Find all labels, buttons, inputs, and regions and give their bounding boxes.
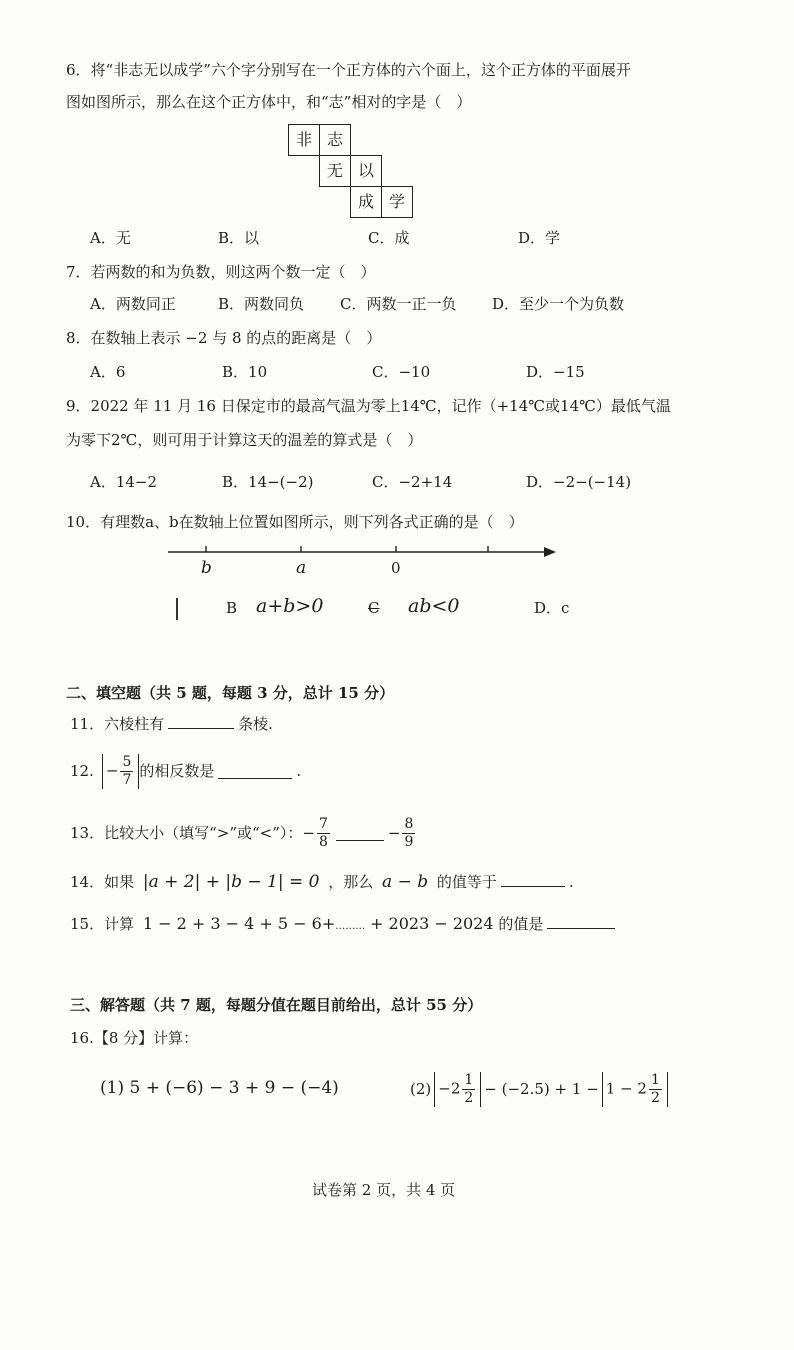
q7-option-b: B．两数同负	[218, 295, 305, 313]
q12-abs-expr	[102, 754, 140, 789]
q8-option-a: A．6	[90, 363, 126, 381]
q6-line1: 6．将“非志无以成学”六个字分别写在一个正方体的六个面上，这个正方体的平面展开	[66, 61, 631, 79]
q15-expr2: + 2023 − 2024	[370, 914, 494, 933]
q12-end: .	[296, 762, 302, 780]
q6-option-a: A．无	[90, 229, 131, 247]
q16-abs-1	[434, 1072, 481, 1107]
q16-abs-1-frac-den: 2	[464, 1089, 474, 1106]
q16-abs-2-frac-num: 1	[650, 1071, 660, 1088]
q7-option-c: C．两数一正一负	[340, 295, 457, 313]
q15-blank	[547, 914, 615, 929]
q9-line1: 9．2022 年 11 月 16 日保定市的最高气温为零上14℃，记作（+14℃或14℃）最低气温	[66, 397, 671, 415]
q11-blank	[168, 714, 234, 729]
q10-option-c-expr: ab<0	[408, 595, 460, 617]
q16-abs-2	[602, 1072, 668, 1107]
q16-part2-label: (2)	[410, 1080, 432, 1098]
q15	[70, 914, 619, 937]
q9-option-a: A．14−2	[90, 473, 158, 491]
axis-label-b: b	[201, 558, 212, 578]
q12-frac-num: 5	[122, 753, 132, 770]
net-cell-6: 学	[381, 186, 413, 218]
q8-option-c: C．−10	[372, 363, 431, 381]
net-cell-3: 无	[319, 155, 351, 187]
q13-f2-den: 9	[404, 833, 414, 850]
q14-end: .	[568, 873, 574, 891]
q15-expr1: 1 − 2 + 3 − 4 + 5 − 6+	[142, 914, 336, 933]
q10-option-d: D．c	[534, 599, 570, 617]
q12-frac-den: 7	[122, 771, 132, 788]
axis-label-zero: 0	[391, 559, 401, 577]
q16-stem: 16.【8 分】计算：	[70, 1029, 199, 1047]
q13-f1-num: 7	[318, 815, 328, 832]
q9-option-c: C．−2+14	[372, 473, 453, 491]
q15-dots: ………	[335, 921, 366, 932]
q7-stem: 7．若两数的和为负数，则这两个数一定（ ）	[66, 263, 376, 281]
number-line-figure	[160, 538, 570, 578]
q14	[70, 872, 574, 892]
q16-part1: (1) 5 + (−6) − 3 + 9 − (−4)	[100, 1078, 339, 1098]
q6-option-c: C．成	[368, 229, 410, 247]
q6-option-b: B．以	[218, 229, 260, 247]
q11	[70, 714, 273, 734]
q9-option-b: B．14−(−2)	[222, 473, 314, 491]
page-footer: 试卷第 2 页，共 4 页	[312, 1181, 456, 1199]
q13-minus-1: −	[302, 824, 315, 842]
q12-minus: −	[105, 761, 119, 779]
q16-abs-2-frac-den: 2	[650, 1089, 660, 1106]
q16-part2-mid: − (−2.5) + 1 −	[484, 1080, 599, 1098]
q16-abs-1-frac-num: 1	[464, 1071, 474, 1088]
q6-option-d: D．学	[518, 229, 561, 247]
q11-text-end: 条棱.	[238, 715, 273, 733]
section2-title: 二、填空题（共 5 题，每题 3 分，总计 15 分）	[66, 684, 395, 702]
net-cell-4: 以	[350, 155, 382, 187]
q12-number: 12.	[70, 762, 94, 780]
net-cell-5: 成	[350, 186, 382, 218]
q10-option-c-letter: C	[368, 599, 380, 617]
q12	[70, 748, 301, 794]
q8-option-d: D．−15	[526, 363, 585, 381]
q11-text: 11．六棱柱有	[70, 715, 165, 733]
q10-option-b-expr: a+b>0	[256, 595, 324, 617]
q10-option-a-mark	[176, 598, 178, 620]
q9-line2: 为零下2℃，则可用于计算这天的温差的算式是（ ）	[66, 431, 423, 449]
q15-text: 15．计算	[70, 915, 135, 933]
net-cell-1: 非	[288, 124, 320, 156]
q9-option-d: D．−2−(−14)	[526, 473, 632, 491]
q14-expr2: a − b	[382, 872, 429, 892]
q10-stem: 10．有理数a、b在数轴上位置如图所示，则下列各式正确的是（ ）	[66, 513, 524, 531]
q14-text: 14．如果	[70, 873, 135, 891]
q16-abs-1-int: −2	[438, 1079, 461, 1097]
section3-title: 三、解答题（共 7 题，每题分值在题目前给出，总计 55 分）	[70, 996, 483, 1014]
q13-minus-2: −	[387, 824, 401, 842]
q12-blank	[218, 764, 292, 779]
q13	[70, 810, 417, 856]
q8-option-b: B．10	[222, 363, 268, 381]
q12-text: 的相反数是	[139, 762, 215, 780]
q7-option-d: D．至少一个为负数	[492, 295, 625, 313]
q8-stem: 8．在数轴上表示 −2 与 8 的点的距离是（ ）	[66, 329, 382, 347]
q15-text-end: 的值是	[498, 915, 544, 933]
q13-f2-num: 8	[404, 815, 414, 832]
q14-text-end: 的值等于	[436, 873, 497, 891]
q16-abs-2-int: 1 − 2	[605, 1079, 647, 1097]
number-line-arrow-icon	[544, 547, 556, 557]
q14-expr: |a + 2| + |b − 1| = 0	[142, 872, 320, 892]
q13-text: 13．比较大小（填写“>”或“<”）：	[70, 824, 303, 842]
q6-line2: 图如图所示，那么在这个正方体中，和“志”相对的字是（ ）	[66, 93, 472, 111]
q10-option-b-letter: B	[226, 599, 238, 617]
axis-label-a: a	[296, 558, 307, 578]
q7-option-a: A．两数同正	[90, 295, 176, 313]
q13-f1-den: 8	[318, 833, 328, 850]
q14-blank	[501, 872, 565, 887]
q16-part2	[410, 1066, 668, 1112]
net-cell-2: 志	[319, 124, 351, 156]
q13-blank	[336, 826, 384, 841]
q14-text-mid: ，那么	[328, 873, 374, 891]
